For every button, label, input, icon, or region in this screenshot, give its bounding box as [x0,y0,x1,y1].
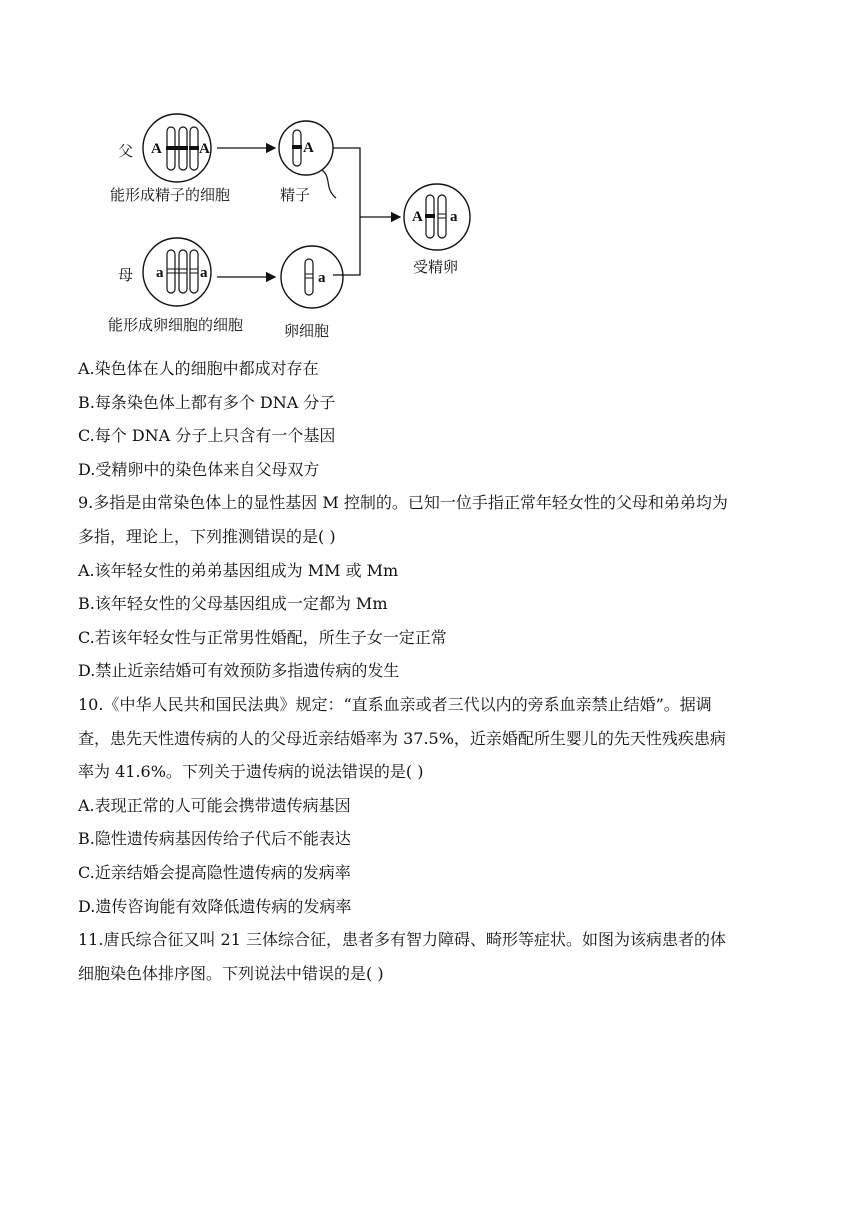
fertilization-diagram [100,100,480,345]
question-11-stem: 11.唐氏综合征又叫 21 三体综合征，患者多有智力障碍、畸形等症状。如图为该病患者的体 [78,930,726,950]
option-b: B.该年轻女性的父母基因组成一定都为 Mm [78,594,388,614]
option-d: D.禁止近亲结婚可有效预防多指遗传病的发生 [78,661,400,681]
allele-label: a [156,265,164,281]
question-11-stem: 细胞染色体排序图。下列说法中错误的是( ) [78,963,384,983]
allele-label: a [200,265,208,281]
allele-label: A [151,141,162,157]
option-c: C.若该年轻女性与正常男性婚配，所生子女一定正常 [78,627,447,647]
father-label: 父 [118,142,134,160]
question-9-stem: 多指，理论上，下列推测错误的是( ) [78,526,336,546]
question-10-stem: 查，患先天性遗传病的人的父母近亲结婚率为 37.5%，近亲婚配所生婴儿的先天性残疾患病 [78,728,726,748]
mother-label: 母 [118,266,134,284]
egg-precursor-cell [143,238,211,306]
option-b: B.隐性遗传病基因传给子代后不能表达 [78,829,351,849]
allele-label: a [450,209,458,225]
option-b: B.每条染色体上都有多个 DNA 分子 [78,392,336,412]
question-10-stem: 率为 41.6%。下列关于遗传病的说法错误的是( ) [78,762,424,782]
question-9-stem: 9.多指是由常染色体上的显性基因 M 控制的。已知一位手指正常年轻女性的父母和弟弟均为 [78,493,728,513]
chromosome [305,259,313,295]
egg-cell [281,246,343,308]
allele-label: A [199,141,210,157]
sperm-tail [322,170,336,198]
allele-label: A [303,140,314,156]
connector-line [333,148,360,275]
chromosome [167,250,175,293]
option-a: A.该年轻女性的弟弟基因组成为 MM 或 Mm [78,560,399,580]
zygote-cell [404,184,470,250]
question-text [78,352,778,990]
option-c: C.每个 DNA 分子上只含有一个基因 [78,426,336,446]
egg-precursor-label: 能形成卵细胞的细胞 [108,316,244,334]
chromosome [179,250,187,293]
egg-label: 卵细胞 [284,322,330,340]
option-a: A.染色体在人的细胞中都成对存在 [78,359,319,378]
allele-label: A [412,209,423,225]
sperm-precursor-label: 能形成精子的细胞 [110,186,231,204]
sperm-label: 精子 [280,186,311,204]
question-10-stem: 10.《中华人民共和国民法典》规定：“直系血亲或者三代以内的旁系血亲禁止结婚”。据调 [78,694,712,714]
option-d: D.受精卵中的染色体来自父母双方 [78,459,320,479]
chromosome [190,250,198,293]
option-d: D.遗传咨询能有效降低遗传病的发病率 [78,896,352,916]
chromosome [438,195,446,238]
zygote-label: 受精卵 [413,258,459,276]
allele-label: a [318,270,326,286]
option-c: C.近亲结婚会提高隐性遗传病的发病率 [78,862,351,882]
option-a: A.表现正常的人可能会携带遗传病基因 [78,795,351,815]
sperm-precursor-cell [143,114,211,182]
